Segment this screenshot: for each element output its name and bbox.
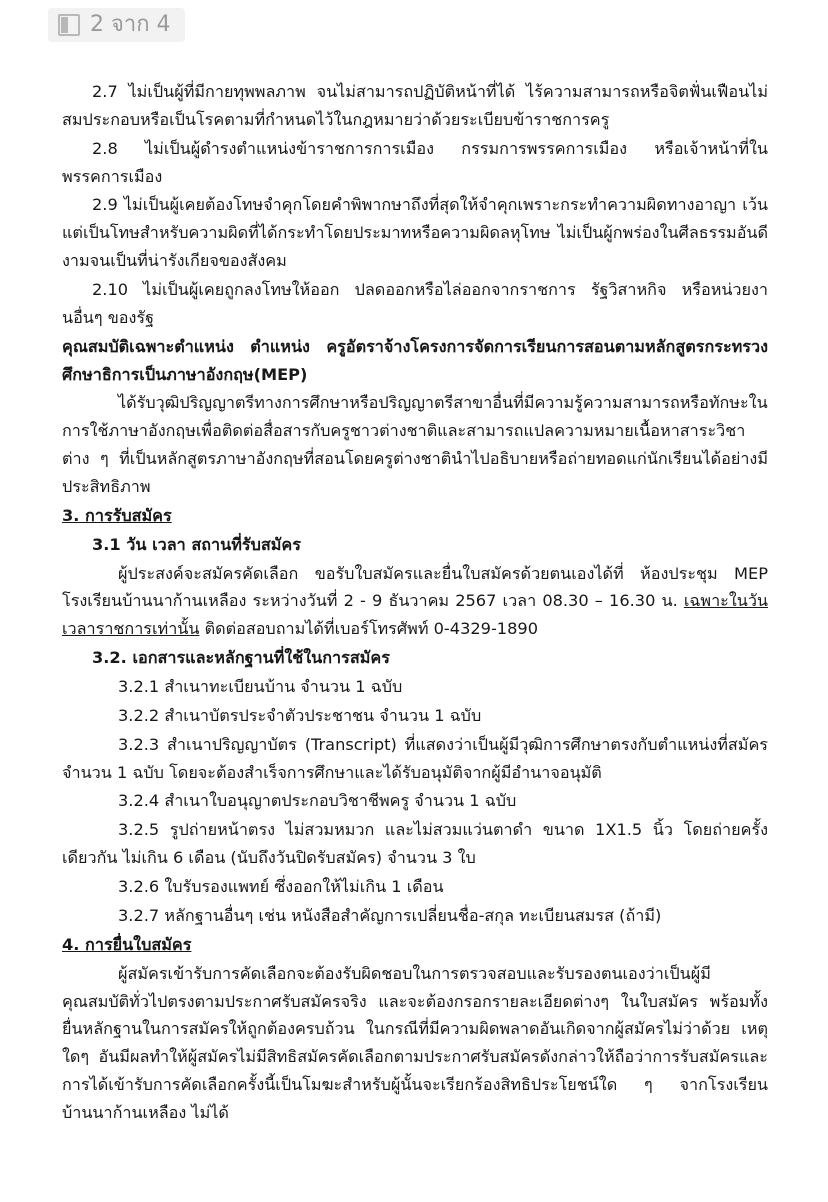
paragraph-p-3-1-body — [62, 560, 768, 644]
page-view-icon — [58, 14, 80, 36]
paragraph-p-3-1-body-segment-0: ผู้ประสงค์จะสมัครคัดเลือก ขอรับใบสมัครและยื่นใบสมัครด้วยตนเองได้ที่ ห้องประชุม MEP โรงเรียนบ้านนาก้านเหลือง ระหว่างวันที่ 2 - 9 ธันวาคม 2567 เวลา 08.30 – 16.30 น. — [62, 563, 768, 611]
paragraph-p-3-2-1: 3.2.1 สำเนาทะเบียนบ้าน จำนวน 1 ฉบับ — [118, 677, 403, 697]
page-indicator-label: 2 จาก 4 — [90, 12, 171, 37]
paragraph-p-2-10: 2.10 ไม่เป็นผู้เคยถูกลงโทษให้ออก ปลดออกหรือไล่ออกจากราชการ รัฐวิสาหกิจ หรือหน่วยงานอื่นๆ ของรัฐ — [62, 280, 768, 327]
paragraph-p-4-body: ผู้สมัครเข้ารับการคัดเลือกจะต้องรับผิดชอบในการตรวจสอบและรับรองตนเองว่าเป็นผู้มีคุณสมบัติทั่วไปตรงตามประกาศรับสมัครจริง และจะต้องกรอกรายละเอียดต่างๆ ในใบสมัคร พร้อมทั้งยื่นหลักฐานในการสมัครให้ถูกต้องครบถ้วน ในกรณีที่มีความผิดพลาดอันเกิดจากผู้สมัครไม่ว่าด้วย เหตุใดๆ อันมีผลทำให้ผู้สมัครไม่มีสิทธิสมัครคัดเลือกตามประกาศรับสมัครดังกล่าวให้ถือว่าการรับสมัครและการได้เข้ารับการคัดเลือกครั้งนี้เป็นโมฆะสำหรับผู้นั้นจะเรียกร้องสิทธิประโยชน์ใด ๆ จากโรงเรียนบ้านนาก้านเหลือง ไม่ได้ — [62, 963, 768, 1122]
paragraph-p-3-2-6: 3.2.6 ใบรับรองแพทย์ ซึ่งออกให้ไม่เกิน 1 เดือน — [118, 877, 444, 897]
paragraph-p-3-2-head: 3.2. เอกสารและหลักฐานที่ใช้ในการสมัคร — [92, 648, 390, 668]
paragraph-p-2-9: 2.9 ไม่เป็นผู้เคยต้องโทษจำคุกโดยคำพิพากษาถึงที่สุดให้จำคุกเพราะกระทำความผิดทางอาญา เว้นแต่เป็นโทษสำหรับความผิดที่ได้กระทำโดยประมาทหรือความผิดลหุโทษ ไม่เป็นผู้กพร่องในศีลธรรมอันดีงามจนเป็นที่น่ารังเกียจของสังคม — [62, 195, 768, 271]
paragraph-p-3-2-3: 3.2.3 สำเนาปริญญาบัตร (Transcript) ที่แสดงว่าเป็นผู้มีวุฒิการศึกษาตรงกับตำแหน่งที่สมัคร จำนวน 1 ฉบับ โดยจะต้องสำเร็จการศึกษาและได้รับอนุมัติจากผู้มีอำนาจอนุมัติ — [62, 734, 768, 782]
paragraph-p-3-2-4: 3.2.4 สำเนาใบอนุญาตประกอบวิชาชีพครู จำนวน 1 ฉบับ — [118, 791, 517, 811]
paragraph-p-qualification-body: ได้รับวุฒิปริญญาตรีทางการศึกษาหรือปริญญาตรีสาขาอื่นที่มีความรู้ความสามารถหรือทักษะในการใช้ภาษาอังกฤษเพื่อติดต่อสื่อสารกับครูชาวต่างชาติและสามารถแปลความหมายเนื้อหาสาระวิชาต่าง ๆ ที่เป็นหลักสูตรภาษาอังกฤษที่สอนโดยครูต่างชาตินำไปอธิบายหรือถ่ายทอดแก่นักเรียนได้อย่างมีประสิทธิภาพ — [62, 393, 768, 497]
paragraph-p-2-7: 2.7 ไม่เป็นผู้ที่มีกายทุพพลภาพ จนไม่สามารถปฏิบัติหน้าที่ได้ ไร้ความสามารถหรือจิตฟั่นเฟือนไม่สมประกอบหรือเป็นโรคตามที่กำหนดไว้ในกฎหมายว่าด้วยระเบียบข้าราชการครู — [62, 82, 768, 129]
paragraph-p-3-1-body-segment-2: ติดต่อสอบถามได้ที่เบอร์โทรศัพท์ 0-4329-1890 — [199, 619, 539, 639]
paragraph-p-3-head: 3. การรับสมัคร — [62, 505, 172, 525]
paragraph-p-2-8: 2.8 ไม่เป็นผู้ดำรงตำแหน่งข้าราชการการเมือง กรรมการพรรคการเมือง หรือเจ้าหน้าที่ในพรรคการเมือง — [62, 138, 768, 186]
paragraph-p-3-1-body-segment-1: เฉพาะในวันเวลาราชการเท่านั้น — [62, 591, 768, 639]
paragraph-p-3-2-2: 3.2.2 สำเนาบัตรประจำตัวประชาชน จำนวน 1 ฉบับ — [118, 705, 482, 725]
paragraph-p-3-2-5: 3.2.5 รูปถ่ายหน้าตรง ไม่สวมหมวก และไม่สวมแว่นตาดำ ขนาด 1X1.5 นิ้ว โดยถ่ายครั้งเดียวกัน ไม่เกิน 6 เดือน (นับถึงวันปิดรับสมัคร) จำนวน 3 ใบ — [62, 820, 768, 868]
paragraph-p-qualification-head: คุณสมบัติเฉพาะตำแหน่ง ตำแหน่ง ครูอัตราจ้างโครงการจัดการเรียนการสอนตามหลักสูตรกระทรวงศึกษาธิการเป็นภาษาอังกฤษ(MEP) — [62, 336, 768, 384]
paragraph-p-3-2-7: 3.2.7 หลักฐานอื่นๆ เช่น หนังสือสำคัญการเปลี่ยนชื่อ-สกุล ทะเบียนสมรส (ถ้ามี) — [118, 905, 662, 925]
paragraph-p-3-1-head: 3.1 วัน เวลา สถานที่รับสมัคร — [92, 534, 301, 554]
document-body — [62, 78, 768, 1128]
paragraph-p-4-head: 4. การยื่นใบสมัคร — [62, 934, 192, 954]
page-indicator — [48, 8, 185, 42]
